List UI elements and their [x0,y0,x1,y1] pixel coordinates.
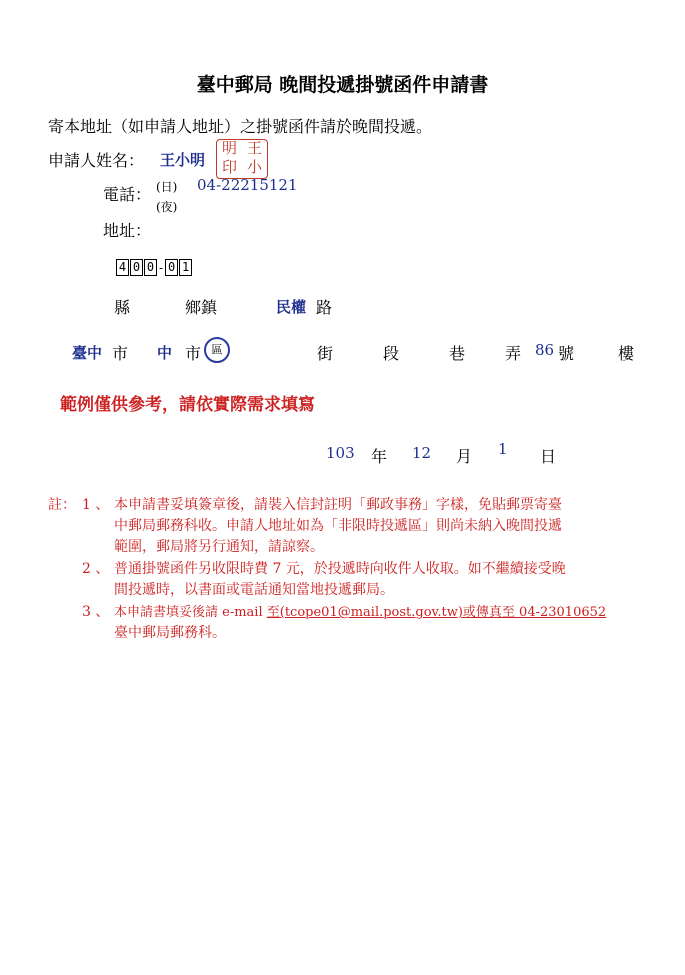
county-label: 縣 [114,298,131,317]
seal-char: 明 [221,139,237,157]
zip-code [116,259,193,276]
zip-digit-box: 4 [116,259,129,276]
applicant-name-label: 申請人姓名： [48,151,145,170]
city-label: 市 [112,344,129,363]
zip-digit-box: 0 [144,259,157,276]
phone-night-label: (夜) [156,200,178,214]
note-2-number: 2 、 [82,561,110,577]
date-day-value: 1 [498,440,508,458]
district-circle-mark: 區 [204,337,230,363]
note-1-line: 中郵局郵務科收。申請人地址如為「非限時投遞區」則尚未納入晚間投遞 [114,518,562,534]
note-3-line [114,601,606,620]
number-label: 號 [558,344,575,363]
phone-day-label: (日) [156,180,178,194]
date-month-label: 月 [456,447,473,466]
notes-prefix: 註： [48,497,76,513]
road-label: 路 [316,298,333,317]
intro-text: 寄本地址（如申請人地址）之掛號函件請於晚間投遞。 [48,117,433,136]
note-2-line: 普通掛號函件另收限時費 7 元，於投遞時向收件人收取。如不繼續接受晚 [114,561,566,577]
note-3-text: 本申請書填妥後請 e-mail [114,605,267,620]
number-value: 86 [535,341,555,359]
seal-char: 印 [221,158,237,176]
address-label: 地址： [103,221,152,240]
form-title: 臺中郵局 晚間投遞掛號函件申請書 [196,74,489,96]
zip-digit-box: 0 [165,259,178,276]
seal-char: 王 [246,139,262,157]
example-notice: 範例僅供參考，請依實際需求填寫 [60,395,315,415]
note-1-line: 本申請書妥填簽章後，請裝入信封註明「郵政事務」字樣，免貼郵票寄臺 [114,497,562,513]
lane-label: 巷 [449,344,466,363]
street-label: 街 [317,344,334,363]
email-fax-link[interactable]: 至(tcope01@mail.post.gov.tw)或傳真至 04-23010652 [266,605,607,620]
seal-stamp [216,139,268,179]
note-3-number: 3 、 [82,604,110,620]
date-year-label: 年 [371,447,388,466]
note-1-number: 1 、 [82,497,110,513]
note-2-line: 間投遞時，以書面或電話通知當地投遞郵局。 [114,582,394,598]
city-value: 臺中 [72,344,103,362]
zip-separator: - [159,261,164,275]
seal-char: 小 [246,158,262,176]
road-value: 民權 [276,298,307,316]
alley-label: 弄 [505,344,522,363]
township-label: 鄉鎮 [185,298,218,317]
date-day-label: 日 [540,447,557,466]
date-year-value: 103 [326,444,355,462]
date-month-value: 12 [412,444,432,462]
phone-label: 電話： [103,185,152,204]
district-label: 市 [185,344,202,363]
applicant-name-value: 王小明 [160,151,206,169]
district-value: 中 [157,344,173,362]
zip-digit-box: 0 [130,259,143,276]
phone-day-value: 04-22215121 [197,176,298,194]
zip-digit-box: 1 [179,259,192,276]
section-label: 段 [383,344,400,363]
note-1-line: 範圍，郵局將另行通知，請諒察。 [114,539,324,555]
note-3-line: 臺中郵局郵務科。 [114,625,226,641]
floor-label: 樓 [618,344,635,363]
